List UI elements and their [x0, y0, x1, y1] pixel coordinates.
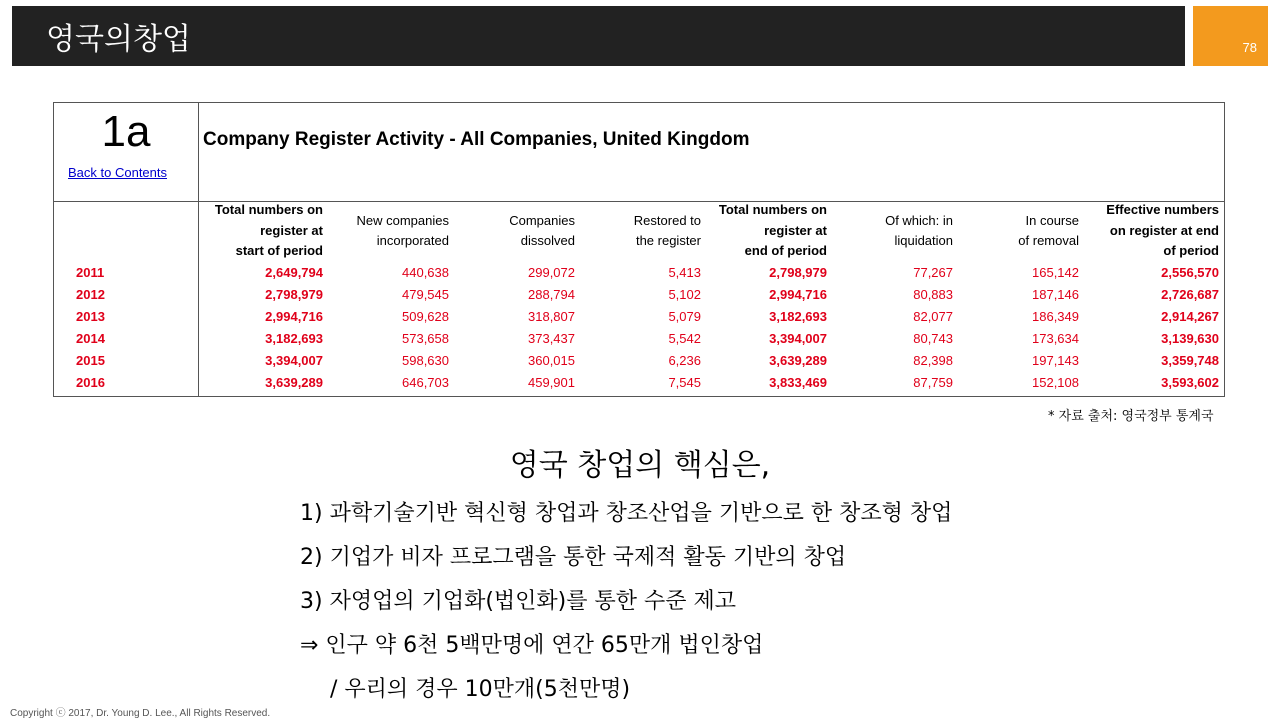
column-header-line: start of period	[235, 243, 323, 259]
year-cell: 2014	[76, 331, 105, 346]
column-header-line: Effective numbers	[1106, 202, 1219, 218]
column-header-line: of period	[1163, 243, 1219, 259]
value-cell: 5,413	[668, 265, 701, 280]
value-cell: 318,807	[528, 309, 575, 324]
year-cell: 2011	[76, 265, 105, 280]
table-row	[54, 306, 1224, 328]
value-cell: 373,437	[528, 331, 575, 346]
value-cell: 2,994,716	[769, 287, 827, 302]
value-cell: 2,649,794	[265, 265, 323, 280]
value-cell: 165,142	[1032, 265, 1079, 280]
value-cell: 288,794	[528, 287, 575, 302]
value-cell: 2,914,267	[1161, 309, 1219, 324]
column-header-line: Total numbers on	[214, 202, 323, 218]
column-header-line: liquidation	[894, 233, 953, 248]
column-header-line: In course	[1025, 212, 1079, 228]
value-cell: 80,883	[913, 287, 953, 302]
value-cell: 152,108	[1032, 375, 1079, 390]
table-row	[54, 350, 1224, 372]
title-bar	[12, 6, 1185, 66]
bullet-list	[300, 492, 952, 712]
column-header	[357, 203, 450, 259]
year-cell: 2016	[76, 375, 105, 390]
value-cell: 598,630	[402, 353, 449, 368]
column-header-line: incorporated	[376, 233, 449, 248]
table-row	[54, 372, 1224, 394]
column-header-line: dissolved	[520, 233, 575, 248]
column-header	[634, 203, 701, 259]
bullet-line: ⇒ 인구 약 6천 5백만명에 연간 65만개 법인창업	[300, 633, 764, 658]
value-cell: 82,077	[913, 309, 953, 324]
value-cell: 5,102	[668, 287, 701, 302]
table-row	[54, 262, 1224, 284]
value-cell: 3,639,289	[265, 375, 323, 390]
value-cell: 299,072	[528, 265, 575, 280]
value-cell: 509,628	[402, 309, 449, 324]
column-header-line: the register	[635, 233, 701, 248]
year-cell: 2012	[76, 287, 105, 302]
value-cell: 2,994,716	[265, 309, 323, 324]
value-cell: 3,833,469	[769, 375, 827, 390]
column-header-line: Total numbers on	[718, 202, 827, 218]
value-cell: 2,798,979	[769, 265, 827, 280]
value-cell: 573,658	[402, 331, 449, 346]
value-cell: 7,545	[668, 375, 701, 390]
column-header-line: New companies	[356, 212, 449, 228]
column-header-line: Companies	[509, 212, 575, 228]
value-cell: 2,798,979	[265, 287, 323, 302]
column-header	[1018, 203, 1079, 259]
column-header	[719, 203, 827, 259]
value-cell: 3,182,693	[769, 309, 827, 324]
value-cell: 3,639,289	[769, 353, 827, 368]
bullet-line: 2) 기업가 비자 프로그램을 통한 국제적 활동 기반의 창업	[300, 545, 847, 570]
bullet-line-indented: / 우리의 경우 10만개(5천만명)	[330, 677, 631, 702]
column-header	[215, 203, 323, 259]
value-cell: 173,634	[1032, 331, 1079, 346]
column-header-line: end of period	[744, 243, 827, 259]
table-row	[54, 284, 1224, 306]
table-row	[54, 328, 1224, 350]
value-cell: 77,267	[913, 265, 953, 280]
value-cell: 3,359,748	[1161, 353, 1219, 368]
value-cell: 479,545	[402, 287, 449, 302]
value-cell: 186,349	[1032, 309, 1079, 324]
slide-title: 영국의창업	[46, 22, 191, 57]
table-id: 1a	[101, 107, 151, 156]
page-number-box	[1193, 6, 1268, 66]
column-header-line: register at	[764, 222, 827, 238]
column-header-line: register at	[260, 222, 323, 238]
value-cell: 5,079	[668, 309, 701, 324]
column-header-line: of removal	[1018, 233, 1079, 248]
column-header-line: Of which: in	[885, 212, 953, 228]
column-header	[885, 203, 953, 259]
value-cell: 187,146	[1032, 287, 1079, 302]
value-cell: 3,394,007	[769, 331, 827, 346]
value-cell: 440,638	[402, 265, 449, 280]
value-cell: 360,015	[528, 353, 575, 368]
bullet-line: 1) 과학기술기반 혁신형 창업과 창조산업을 기반으로 한 창조형 창업	[300, 501, 953, 526]
source-note: * 자료 출처: 영국정부 통계국	[1048, 409, 1214, 424]
column-header-line: Restored to	[633, 212, 701, 228]
column-header-line: on register at end	[1109, 222, 1219, 238]
back-to-contents-link[interactable]: Back to Contents	[68, 165, 167, 180]
column-header	[509, 203, 575, 259]
value-cell: 2,556,570	[1161, 265, 1219, 280]
value-cell: 459,901	[528, 375, 575, 390]
copyright: Copyright ⓒ 2017, Dr. Young D. Lee., All Rights Reserved.	[10, 708, 271, 719]
value-cell: 2,726,687	[1161, 287, 1219, 302]
page-number: 78	[1242, 40, 1257, 55]
value-cell: 82,398	[913, 353, 953, 368]
bullet-line: 3) 자영업의 기업화(법인화)를 통한 수준 제고	[300, 589, 736, 614]
value-cell: 87,759	[913, 375, 953, 390]
year-cell: 2013	[76, 309, 105, 324]
value-cell: 6,236	[668, 353, 701, 368]
register-table	[53, 102, 1225, 397]
value-cell: 3,394,007	[265, 353, 323, 368]
table-title: Company Register Activity - All Companies, United Kingdom	[203, 129, 750, 150]
column-header	[1106, 203, 1219, 259]
body-heading: 영국 창업의 핵심은,	[509, 448, 771, 483]
value-cell: 3,593,602	[1161, 375, 1219, 390]
value-cell: 3,182,693	[265, 331, 323, 346]
value-cell: 3,139,630	[1161, 331, 1219, 346]
value-cell: 646,703	[402, 375, 449, 390]
value-cell: 80,743	[913, 331, 953, 346]
value-cell: 5,542	[668, 331, 701, 346]
year-cell: 2015	[76, 353, 105, 368]
value-cell: 197,143	[1032, 353, 1079, 368]
